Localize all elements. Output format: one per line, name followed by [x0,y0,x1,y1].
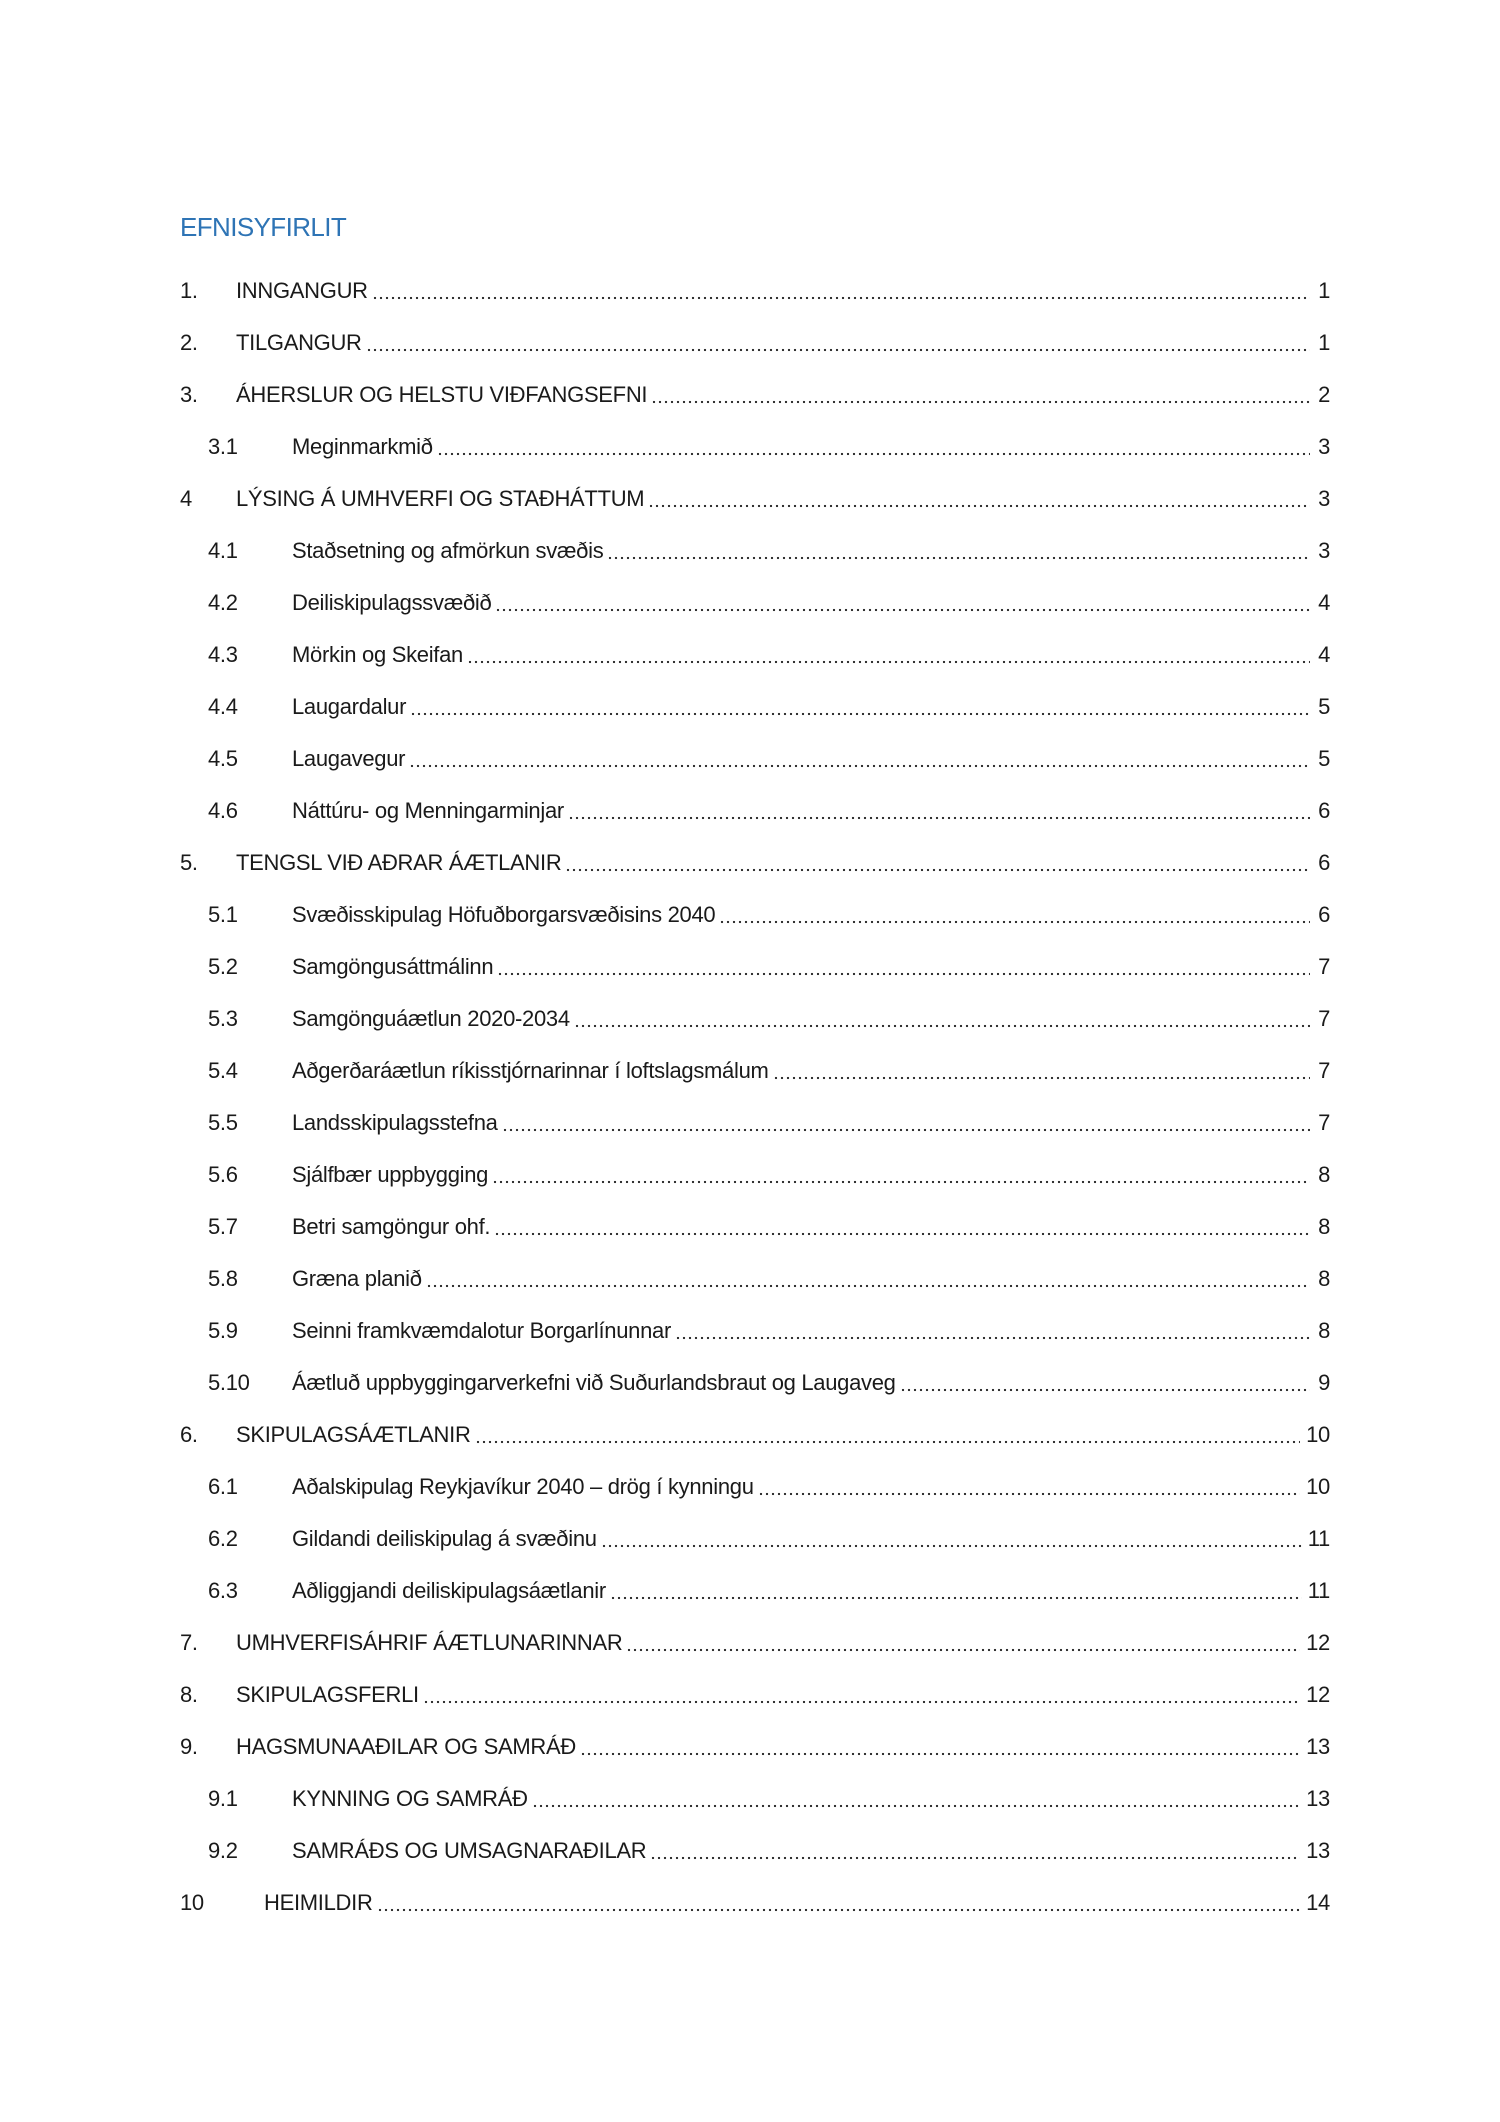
toc-entry-number: 9.1 [208,1786,238,1811]
toc-entry-5-2[interactable] [180,941,1330,993]
toc-entry-title: Svæðisskipulag Höfuðborgarsvæðisins 2040 [292,902,716,927]
toc-entry-number: 5.1 [208,902,238,927]
toc-entry-number: 4.5 [208,746,238,771]
toc-entry-4-5[interactable] [180,733,1330,785]
toc-entry-title: SAMRÁÐS OG UMSAGNARAÐILAR [292,1838,647,1863]
toc-entry-number: 5.7 [208,1214,238,1239]
toc-entry-5-3[interactable] [180,993,1330,1045]
dot-leader [409,748,1310,770]
toc-entry-number: 3. [180,382,198,407]
toc-entry-title: Staðsetning og afmörkun svæðis [292,538,604,563]
toc-entry-5-4[interactable] [180,1045,1330,1097]
toc-entry-title: ÁHERSLUR OG HELSTU VIÐFANGSEFNI [236,382,648,407]
toc-entry-title: Sjálfbær uppbygging [292,1162,489,1187]
toc-entry-5-1[interactable] [180,889,1330,941]
toc-entry-page: 8 [1318,1214,1330,1239]
toc-entry-title: Áætluð uppbyggingarverkefni við Suðurlandsbraut og Laugaveg [292,1370,896,1395]
dot-leader [626,1632,1300,1654]
toc-entry-title: SKIPULAGSFERLI [236,1682,419,1707]
toc-entry-number: 5.9 [208,1318,238,1343]
toc-entry-number: 4.3 [208,642,238,667]
toc-entry-title: Náttúru- og Menningarminjar [292,798,564,823]
toc-entry-number: 5.10 [208,1370,250,1395]
toc-entry-page: 13 [1306,1786,1330,1811]
toc-entry-number: 5.6 [208,1162,238,1187]
toc-entry-page: 4 [1318,642,1330,667]
toc-entry-number: 9.2 [208,1838,238,1863]
toc-entry-page: 13 [1306,1838,1330,1863]
dot-leader [495,592,1310,614]
toc-entry-page: 6 [1318,902,1330,927]
toc-entry-4-6[interactable] [180,785,1330,837]
dot-leader [372,280,1310,302]
toc-entry-page: 7 [1318,1110,1330,1135]
dot-leader [574,1008,1310,1030]
toc-entry-6-2[interactable] [180,1513,1330,1565]
toc-entry-page: 11 [1307,1578,1330,1603]
dot-leader [494,1216,1310,1238]
toc-entry-page: 2 [1318,382,1330,407]
toc-entry-8[interactable] [180,1669,1330,1721]
toc-entry-title: KYNNING OG SAMRÁÐ [292,1786,528,1811]
toc-entry-page: 8 [1318,1266,1330,1291]
toc-entry-6-1[interactable] [180,1461,1330,1513]
toc-entry-number: 8. [180,1682,198,1707]
toc-entry-10[interactable] [180,1877,1330,1929]
toc-entry-9[interactable] [180,1721,1330,1773]
dot-leader [497,956,1310,978]
toc-entry-3[interactable] [180,369,1330,421]
toc-entry-5-6[interactable] [180,1149,1330,1201]
toc-entry-page: 9 [1318,1370,1330,1395]
toc-entry-title: Betri samgöngur ohf. [292,1214,491,1239]
toc-entry-title: HAGSMUNAAÐILAR OG SAMRÁÐ [236,1734,576,1759]
toc-entry-number: 6.3 [208,1578,238,1603]
toc-entry-4-3[interactable] [180,629,1330,681]
dot-leader [426,1268,1310,1290]
toc-entry-number: 1. [180,278,198,303]
toc-entry-title: Græna planið [292,1266,422,1291]
toc-entry-title: Landsskipulagsstefna [292,1110,498,1135]
toc-entry-page: 1 [1318,278,1330,303]
toc-entry-title: LÝSING Á UMHVERFI OG STAÐHÁTTUM [236,486,645,511]
toc-entry-4-2[interactable] [180,577,1330,629]
toc-entry-number: 5.2 [208,954,238,979]
toc-entry-title: Seinni framkvæmdalotur Borgarlínunnar [292,1318,671,1343]
toc-entry-number: 4.4 [208,694,238,719]
toc-entry-5-7[interactable] [180,1201,1330,1253]
dot-leader [366,332,1310,354]
dot-leader [719,904,1310,926]
toc-entry-4-1[interactable] [180,525,1330,577]
dot-leader [675,1320,1310,1342]
toc-entry-number: 2. [180,330,198,355]
toc-entry-number: 9. [180,1734,198,1759]
toc-entry-4-4[interactable] [180,681,1330,733]
toc-entry-page: 7 [1318,954,1330,979]
toc-entry-page: 3 [1318,434,1330,459]
toc-entry-page: 6 [1318,850,1330,875]
toc-entry-title: Laugardalur [292,694,407,719]
toc-entry-page: 14 [1306,1890,1330,1915]
dot-leader [475,1424,1301,1446]
toc-entry-title: Aðliggjandi deiliskipulagsáætlanir [292,1578,606,1603]
toc-entry-page: 13 [1306,1734,1330,1759]
dot-leader [502,1112,1310,1134]
toc-entry-title: Meginmarkmið [292,434,433,459]
toc-entry-title: Gildandi deiliskipulag á svæðinu [292,1526,597,1551]
dot-leader [650,1840,1300,1862]
toc-entry-title: TILGANGUR [236,330,362,355]
toc-entry-5-8[interactable] [180,1253,1330,1305]
dot-leader [773,1060,1310,1082]
toc-entry-title: Aðgerðaráætlun ríkisstjórnarinnar í loftslagsmálum [292,1058,769,1083]
toc-entry-page: 6 [1318,798,1330,823]
toc-entry-3-1[interactable] [180,421,1330,473]
toc-entry-number: 4 [180,486,192,511]
toc-entry-page: 12 [1306,1630,1330,1655]
toc-entry-page: 11 [1307,1526,1330,1551]
toc-entry-page: 8 [1318,1162,1330,1187]
toc-entry-4[interactable] [180,473,1330,525]
toc-entry-number: 6.2 [208,1526,238,1551]
toc-entry-page: 8 [1318,1318,1330,1343]
toc-heading: EFNISYFIRLIT [180,212,347,242]
toc-entry-page: 7 [1318,1006,1330,1031]
dot-leader [758,1476,1300,1498]
toc-entry-9-2[interactable] [180,1825,1330,1877]
toc-entry-title: Samgöngusáttmálinn [292,954,494,979]
toc-entry-2[interactable] [180,317,1330,369]
dot-leader [580,1736,1300,1758]
toc-entry-title: Samgönguáætlun 2020-2034 [292,1006,570,1031]
toc-entry-title: Laugavegur [292,746,406,771]
toc-entry-number: 10 [180,1890,204,1915]
dot-leader [467,644,1310,666]
dot-leader [610,1580,1302,1602]
toc-entry-page: 12 [1306,1682,1330,1707]
dot-leader [437,436,1310,458]
toc-entry-number: 5.8 [208,1266,238,1291]
toc-entry-title: SKIPULAGSÁÆTLANIR [236,1422,471,1447]
toc-entry-6[interactable] [180,1409,1330,1461]
toc-entry-title: TENGSL VIÐ AÐRAR ÁÆTLANIR [236,850,562,875]
toc-entry-number: 5.4 [208,1058,238,1083]
toc-entry-number: 4.2 [208,590,238,615]
toc-entry-number: 5.5 [208,1110,238,1135]
toc-entry-page: 10 [1306,1474,1330,1499]
dot-leader [377,1892,1301,1914]
dot-leader [410,696,1310,718]
dot-leader [601,1528,1302,1550]
dot-leader [651,384,1310,406]
toc-entry-5-9[interactable] [180,1305,1330,1357]
dot-leader [900,1372,1310,1394]
dot-leader [568,800,1310,822]
toc-entry-number: 4.6 [208,798,238,823]
dot-leader [607,540,1310,562]
toc-entry-title: INNGANGUR [236,278,368,303]
toc-entry-page: 7 [1318,1058,1330,1083]
toc-entry-number: 3.1 [208,434,238,459]
toc-entry-number: 7. [180,1630,198,1655]
toc-entry-number: 6.1 [208,1474,238,1499]
toc-entry-title: HEIMILDIR [264,1890,373,1915]
toc-entry-6-3[interactable] [180,1565,1330,1617]
toc-entry-page: 4 [1318,590,1330,615]
toc-entry-page: 3 [1318,486,1330,511]
toc-entry-number: 6. [180,1422,198,1447]
toc-entry-7[interactable] [180,1617,1330,1669]
dot-leader [423,1684,1300,1706]
toc-entry-number: 5.3 [208,1006,238,1031]
dot-leader [648,488,1310,510]
toc-entry-number: 5. [180,850,198,875]
toc-entry-title: Mörkin og Skeifan [292,642,463,667]
toc-entry-page: 3 [1318,538,1330,563]
toc-entry-1[interactable] [180,265,1330,317]
table-of-contents [180,265,1330,1929]
dot-leader [492,1164,1310,1186]
toc-entry-page: 5 [1318,694,1330,719]
toc-entry-title: UMHVERFISÁHRIF ÁÆTLUNARINNAR [236,1630,623,1655]
dot-leader [532,1788,1300,1810]
dot-leader [565,852,1310,874]
toc-entry-page: 10 [1306,1422,1330,1447]
toc-entry-title: Aðalskipulag Reykjavíkur 2040 – drög í kynningu [292,1474,754,1499]
toc-entry-5-5[interactable] [180,1097,1330,1149]
toc-entry-5[interactable] [180,837,1330,889]
toc-entry-page: 1 [1318,330,1330,355]
toc-entry-number: 4.1 [208,538,238,563]
toc-entry-page: 5 [1318,746,1330,771]
toc-entry-title: Deiliskipulagssvæðið [292,590,492,615]
toc-entry-9-1[interactable] [180,1773,1330,1825]
toc-entry-5-10[interactable] [180,1357,1330,1409]
